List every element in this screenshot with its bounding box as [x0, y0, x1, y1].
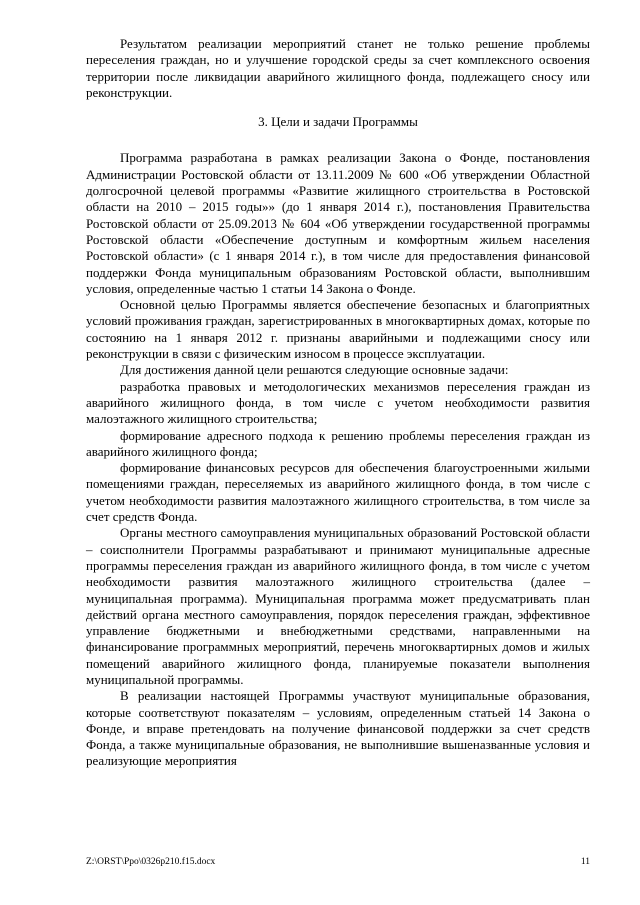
paragraph-participants: В реализации настоящей Программы участвуют муниципальные образования, которые соответствуют показателям – условиям, определенным статьей 14 Закона о Фонде, и вправе претендовать на получение финансовой поддержки за счет средств Фонда, а также муниципальные образования, не выполнившие вышеназванные условия и реализующие мероприятия	[86, 688, 590, 769]
paragraph-task-1: разработка правовых и методологических механизмов переселения граждан из аварийного жилищного фонда, в том числе с учетом необходимости развития малоэтажного жилищного строительства;	[86, 378, 590, 427]
document-body	[86, 36, 590, 770]
page-number: 11	[580, 857, 590, 867]
section-heading: 3. Цели и задачи Программы	[258, 114, 418, 130]
paragraph-tasks-intro: Для достижения данной цели решаются следующие основные задачи:	[120, 362, 509, 378]
paragraph-main-goal: Основной целью Программы является обеспечение безопасных и благоприятных условий проживания граждан, зарегистрированных в многоквартирных домах, которые по состоянию на 1 января 2012 г. признаны аварийными и подлежащими сносу или реконструкции в связи с физическим износом в процессе эксплуатации.	[86, 297, 590, 362]
paragraph-task-2: формирование адресного подхода к решению проблемы переселения граждан из аварийного жилищного фонда;	[86, 427, 590, 459]
paragraph-program-basis: Программа разработана в рамках реализации Закона о Фонде, постановления Администрации Ростовской области от 13.11.2009 № 600 «Об утверждении Областной долгосрочной целевой программы «Развитие жилищного строительства в Ростовской области на 2010 – 2015 годы»» (до 1 января 2014 г.), постановления Правительства Ростовской области от 25.09.2013 № 604 «Об утверждении государственной программы Ростовской области «Обеспечение доступным и комфортным жильем населения Ростовской области» (с 1 января 2014 г.), в том числе для предоставления финансовой поддержки Фонда муниципальным образованиям Ростовской области, выполнившим условия, определенные частью 1 статьи 14 Закона о Фонде.	[86, 150, 590, 296]
paragraph-results: Результатом реализации мероприятий станет не только решение проблемы переселения граждан, но и улучшение городской среды за счет комплексного освоения территории после ликвидации аварийного жилищного фонда, подлежащего сносу или реконструкции.	[86, 36, 590, 100]
paragraph-task-3: формирование финансовых ресурсов для обеспечения благоустроенными жилыми помещениями граждан, переселяемых из аварийного жилищного фонда, в том числе с учетом необходимости развития малоэтажного жилищного строительства, в том числе за счет средств Фонда.	[86, 460, 590, 525]
paragraph-local-authorities: Органы местного самоуправления муниципальных образований Ростовской области – соисполнители Программы разрабатывают и принимают муниципальные адресные программы переселения граждан из аварийного жилищного фонда, в том числе с учетом необходимости развития малоэтажного жилищного строительства (далее – муниципальная программа). Муниципальная программа может предусматривать план действий органа местного самоуправления, порядок переселения граждан, эффективное управление бюджетными и внебюджетными средствами, направленными на финансирование программных мероприятий, перечень многоквартирных домов и жилых помещений аварийного жилищного фонда, планируемые показатели выполнения муниципальной программы.	[86, 525, 590, 687]
file-path: Z:\ORST\Ppo\0326p210.f15.docx	[86, 857, 216, 867]
